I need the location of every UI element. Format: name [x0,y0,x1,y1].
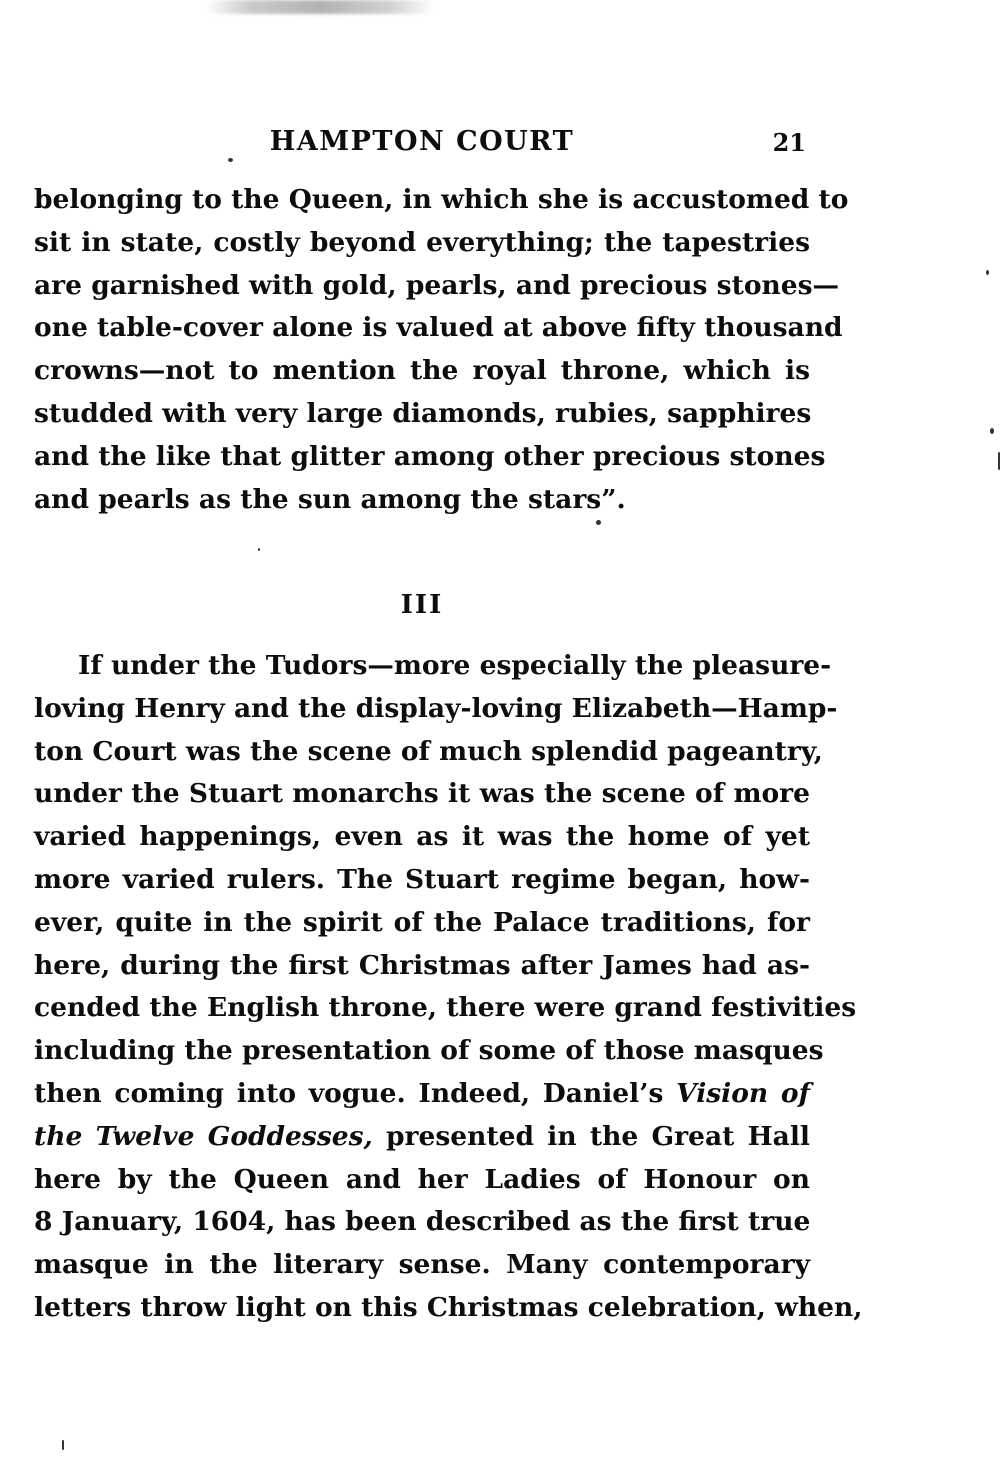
italic-title-part-2: the Twelve Goddesses, [34,1120,373,1152]
text-segment: then coming into vogue. Indeed, Daniel’s [34,1077,664,1109]
page-number: 21 [772,128,806,157]
text-line: loving Henry and the display-loving Elizabeth—Hamp- [34,692,838,724]
text-line: one table-cover alone is valued at above fifty thousand [34,312,843,344]
text-line: letters throw light on this Christmas celebration, when, [34,1291,863,1323]
text-line: crowns—not to mention the royal throne, which is [34,355,810,387]
text-line: cended the English throne, there were grand festivities [34,992,857,1024]
text-line: including the presentation of some of those masques [34,1035,824,1067]
text-line: and the like that glitter among other precious stones [34,440,826,472]
text-line: ever, quite in the spirit of the Palace traditions, for [34,906,810,938]
text-line: are garnished with gold, pearls, and precious stones— [34,269,840,301]
scan-speck [62,1440,64,1450]
running-head [34,126,810,166]
running-title: HAMPTON COURT [269,126,575,157]
text-line-with-title [34,1073,810,1116]
text-line: studded with very large diamonds, rubies, sapphires [34,397,812,429]
text-line: here by the Queen and her Ladies of Honour on [34,1163,810,1195]
text-line-with-title [34,1116,810,1159]
text-line: ton Court was the scene of much splendid pageantry, [34,735,823,767]
scan-speck [596,520,601,525]
text-line: and pearls as the sun among the stars”. [34,483,626,515]
text-line: here, during the first Christmas after James had as- [34,949,810,981]
scan-speck [258,548,260,551]
text-line: belonging to the Queen, in which she is accustomed to [34,184,849,215]
text-line: more varied rulers. The Stuart regime began, how- [34,863,810,895]
text-segment: presented in the Great Hall [372,1120,810,1152]
paragraph-continued [34,179,849,521]
scan-smudge [205,0,435,14]
text-line: sit in state, costly beyond everything; the tapestries [34,226,810,258]
paragraph-section-iii [34,645,863,1330]
text-line: varied happenings, even as it was the home of yet [34,821,810,853]
text-line: masque in the literary sense. Many contemporary [34,1249,810,1281]
scan-speck [228,158,233,162]
section-number: III [400,590,444,620]
text-line: under the Stuart monarchs it was the scene of more [34,778,810,810]
scan-speck [986,270,989,275]
text-line: 8 January, 1604, has been described as the first true [34,1206,811,1238]
scan-speck [990,428,994,434]
text-line: If under the Tudors—more especially the pleasure- [78,650,832,681]
italic-title-part-1: Vision of [676,1077,810,1109]
